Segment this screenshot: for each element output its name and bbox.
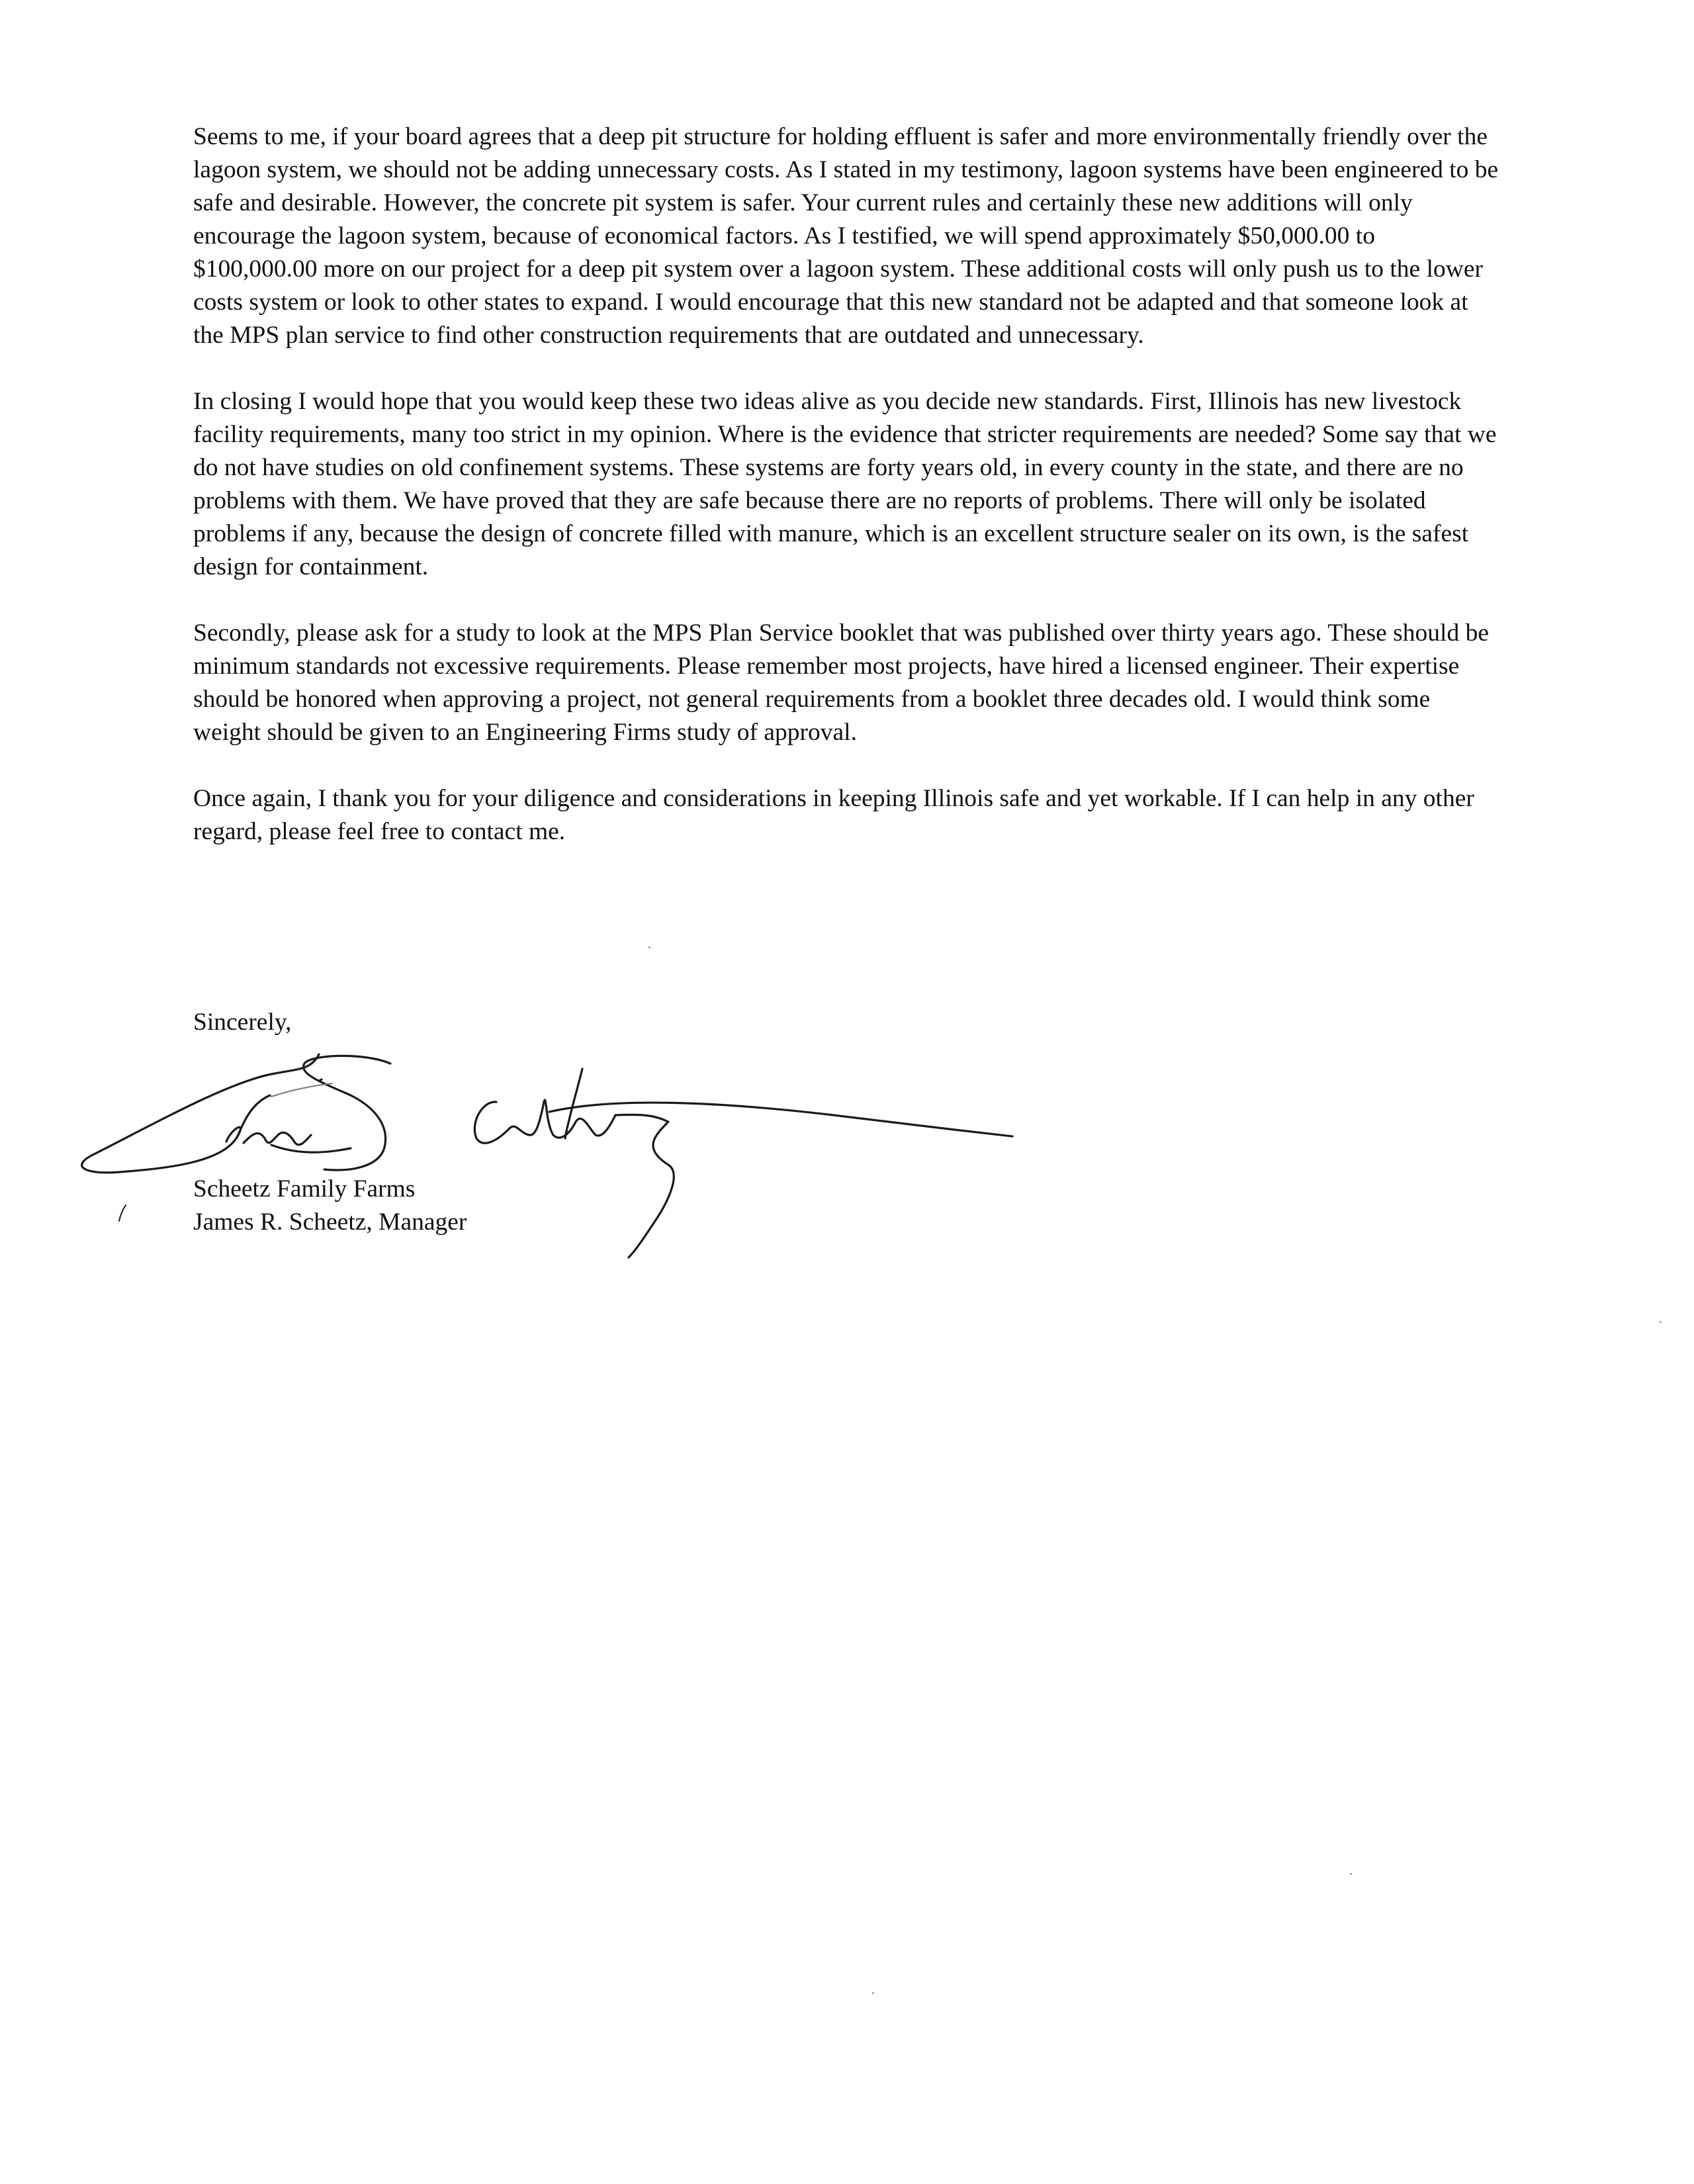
closing-salutation: Sincerely, bbox=[193, 1009, 292, 1036]
paragraph-closing-ideas: In closing I would hope that you would keep these two ideas alive as you decide new standards. First, Illinois has new livestock facility requirements, many too strict in my opinion. Where is the evidence that stricter requirements are needed? Some say that we do not have studies on old confinement systems. These systems are forty years old, in every county in the state, and there are no problems with them. We have proved that they are safe because there are no reports of problems. There will only be isolated problems if any, because the design of concrete filled with manure, which is an excellent structure sealer on its own, is the safest design for containment. bbox=[193, 388, 1497, 580]
scan-speck bbox=[1350, 1873, 1352, 1875]
paragraph-cost-argument: Seems to me, if your board agrees that a deep pit structure for holding effluent is safer and more environmentally friendly over the lagoon system, we should not be adding unnecessary costs. As I stated in my testimony, lagoon systems have been engineered to be safe and desirable. However, the concrete pit system is safer. Your current rules and certainly these new additions will only encourage the lagoon system, because of economical factors. As I testified, we will spend approximately $50,000.00 to $100,000.00 more on our project for a deep pit system over a lagoon system. These additional costs will only push us to the lower costs system or look to other states to expand. I would encourage that this new standard not be adapted and that someone look at the MPS plan service to find other construction requirements that are outdated and unnecessary. bbox=[193, 123, 1499, 349]
scan-speck bbox=[872, 1992, 874, 1994]
scan-speck bbox=[648, 946, 650, 948]
scan-speck bbox=[1660, 1321, 1662, 1323]
signature-block bbox=[193, 1173, 467, 1239]
signer-organization: Scheetz Family Farms bbox=[193, 1175, 416, 1203]
signer-name-title: James R. Scheetz, Manager bbox=[193, 1208, 467, 1236]
letter-body bbox=[193, 120, 1503, 882]
paragraph-thanks: Once again, I thank you for your diligence and considerations in keeping Illinois safe and yet workable. If I can help in any other regard, please feel free to contact me. bbox=[193, 785, 1474, 845]
paragraph-mps-study: Secondly, please ask for a study to look at the MPS Plan Service booklet that was published over thirty years ago. These should be minimum standards not excessive requirements. Please remember most projects, have hired a licensed engineer. Their expertise should be honored when approving a project, not general requirements from a booklet three decades old. I would think some weight should be given to an Engineering Firms study of approval. bbox=[193, 619, 1489, 746]
